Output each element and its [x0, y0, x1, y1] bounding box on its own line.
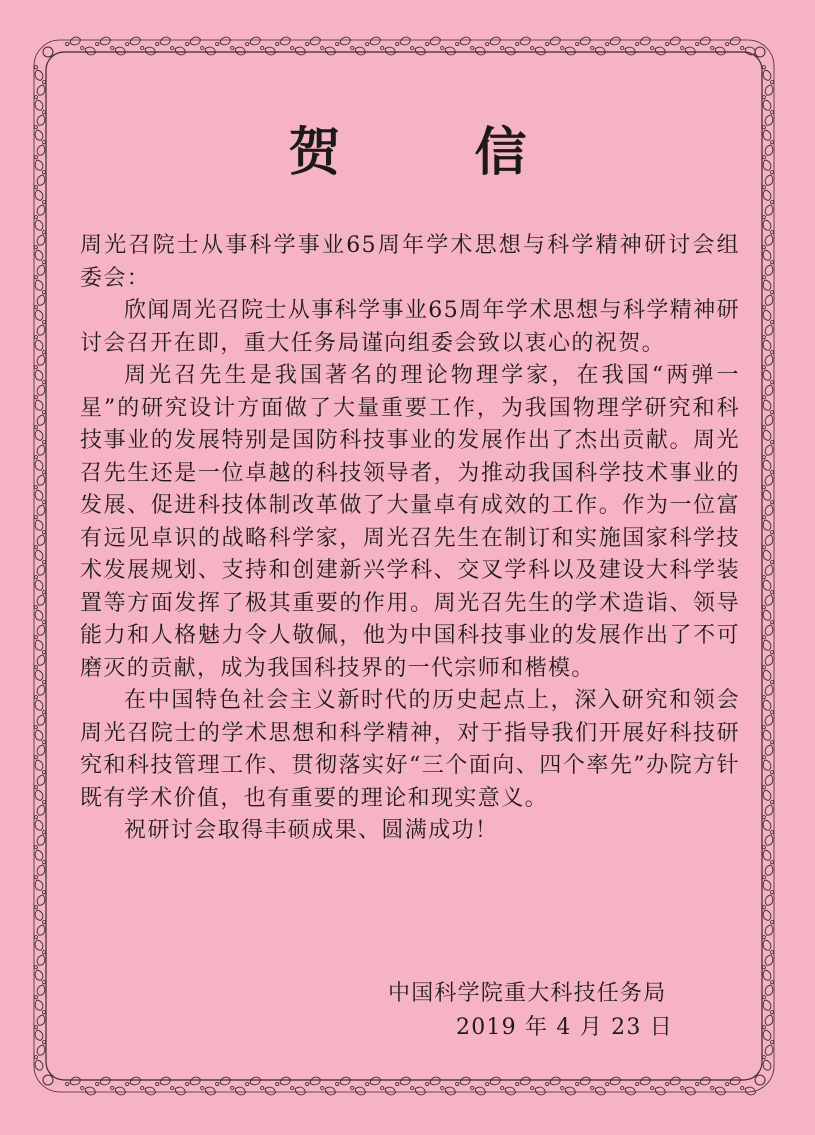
letter-body	[80, 230, 740, 848]
signature-date: 2019 年 4 月 23 日	[456, 1015, 673, 1040]
letter-closing: 祝研讨会取得丰硕成果、圆满成功！	[124, 818, 499, 843]
letter-paragraph: 周光召先生是我国著名的理论物理学家，在我国“两弹一星”的研究设计方面做了大量重要工作，为我国物理学研究和科技事业的发展特别是国防科技事业的发展作出了杰出贡献。周光召先生还是一位卓越的科技领导者，为推动我国科学技术事业的发展、促进科技体制改革做了大量卓有成效的工作。作为一位富有远见卓识的战略科学家，周光召先生在制订和实施国家科学技术发展规划、支持和创建新兴学科、交叉学科以及建设大科学装置等方面发挥了极其重要的作用。周光召先生的学术造诣、领导能力和人格魅力令人敬佩，他为中国科技事业的发展作出了不可磨灭的贡献，成为我国科技界的一代宗师和楷模。	[80, 363, 740, 681]
letter-salutation: 周光召院士从事科学事业65周年学术思想与科学精神研讨会组委会：	[80, 233, 740, 291]
letter-paragraph: 欣闻周光召院士从事科学事业65周年学术思想与科学精神研讨会召开在即，重大任务局谨向组委会致以衷心的祝贺。	[80, 298, 740, 356]
letter-title: 贺 信	[288, 122, 585, 183]
letter-paragraph: 在中国特色社会主义新时代的历史起点上，深入研究和领会周光召院士的学术思想和科学精神，对于指导我们开展好科技研究和科技管理工作、贯彻落实好“三个面向、四个率先”办院方针既有学术价值，也有重要的理论和现实意义。	[80, 688, 740, 811]
signature-organization: 中国科学院重大科技任务局	[388, 981, 667, 1006]
letter-signature	[360, 977, 700, 1045]
